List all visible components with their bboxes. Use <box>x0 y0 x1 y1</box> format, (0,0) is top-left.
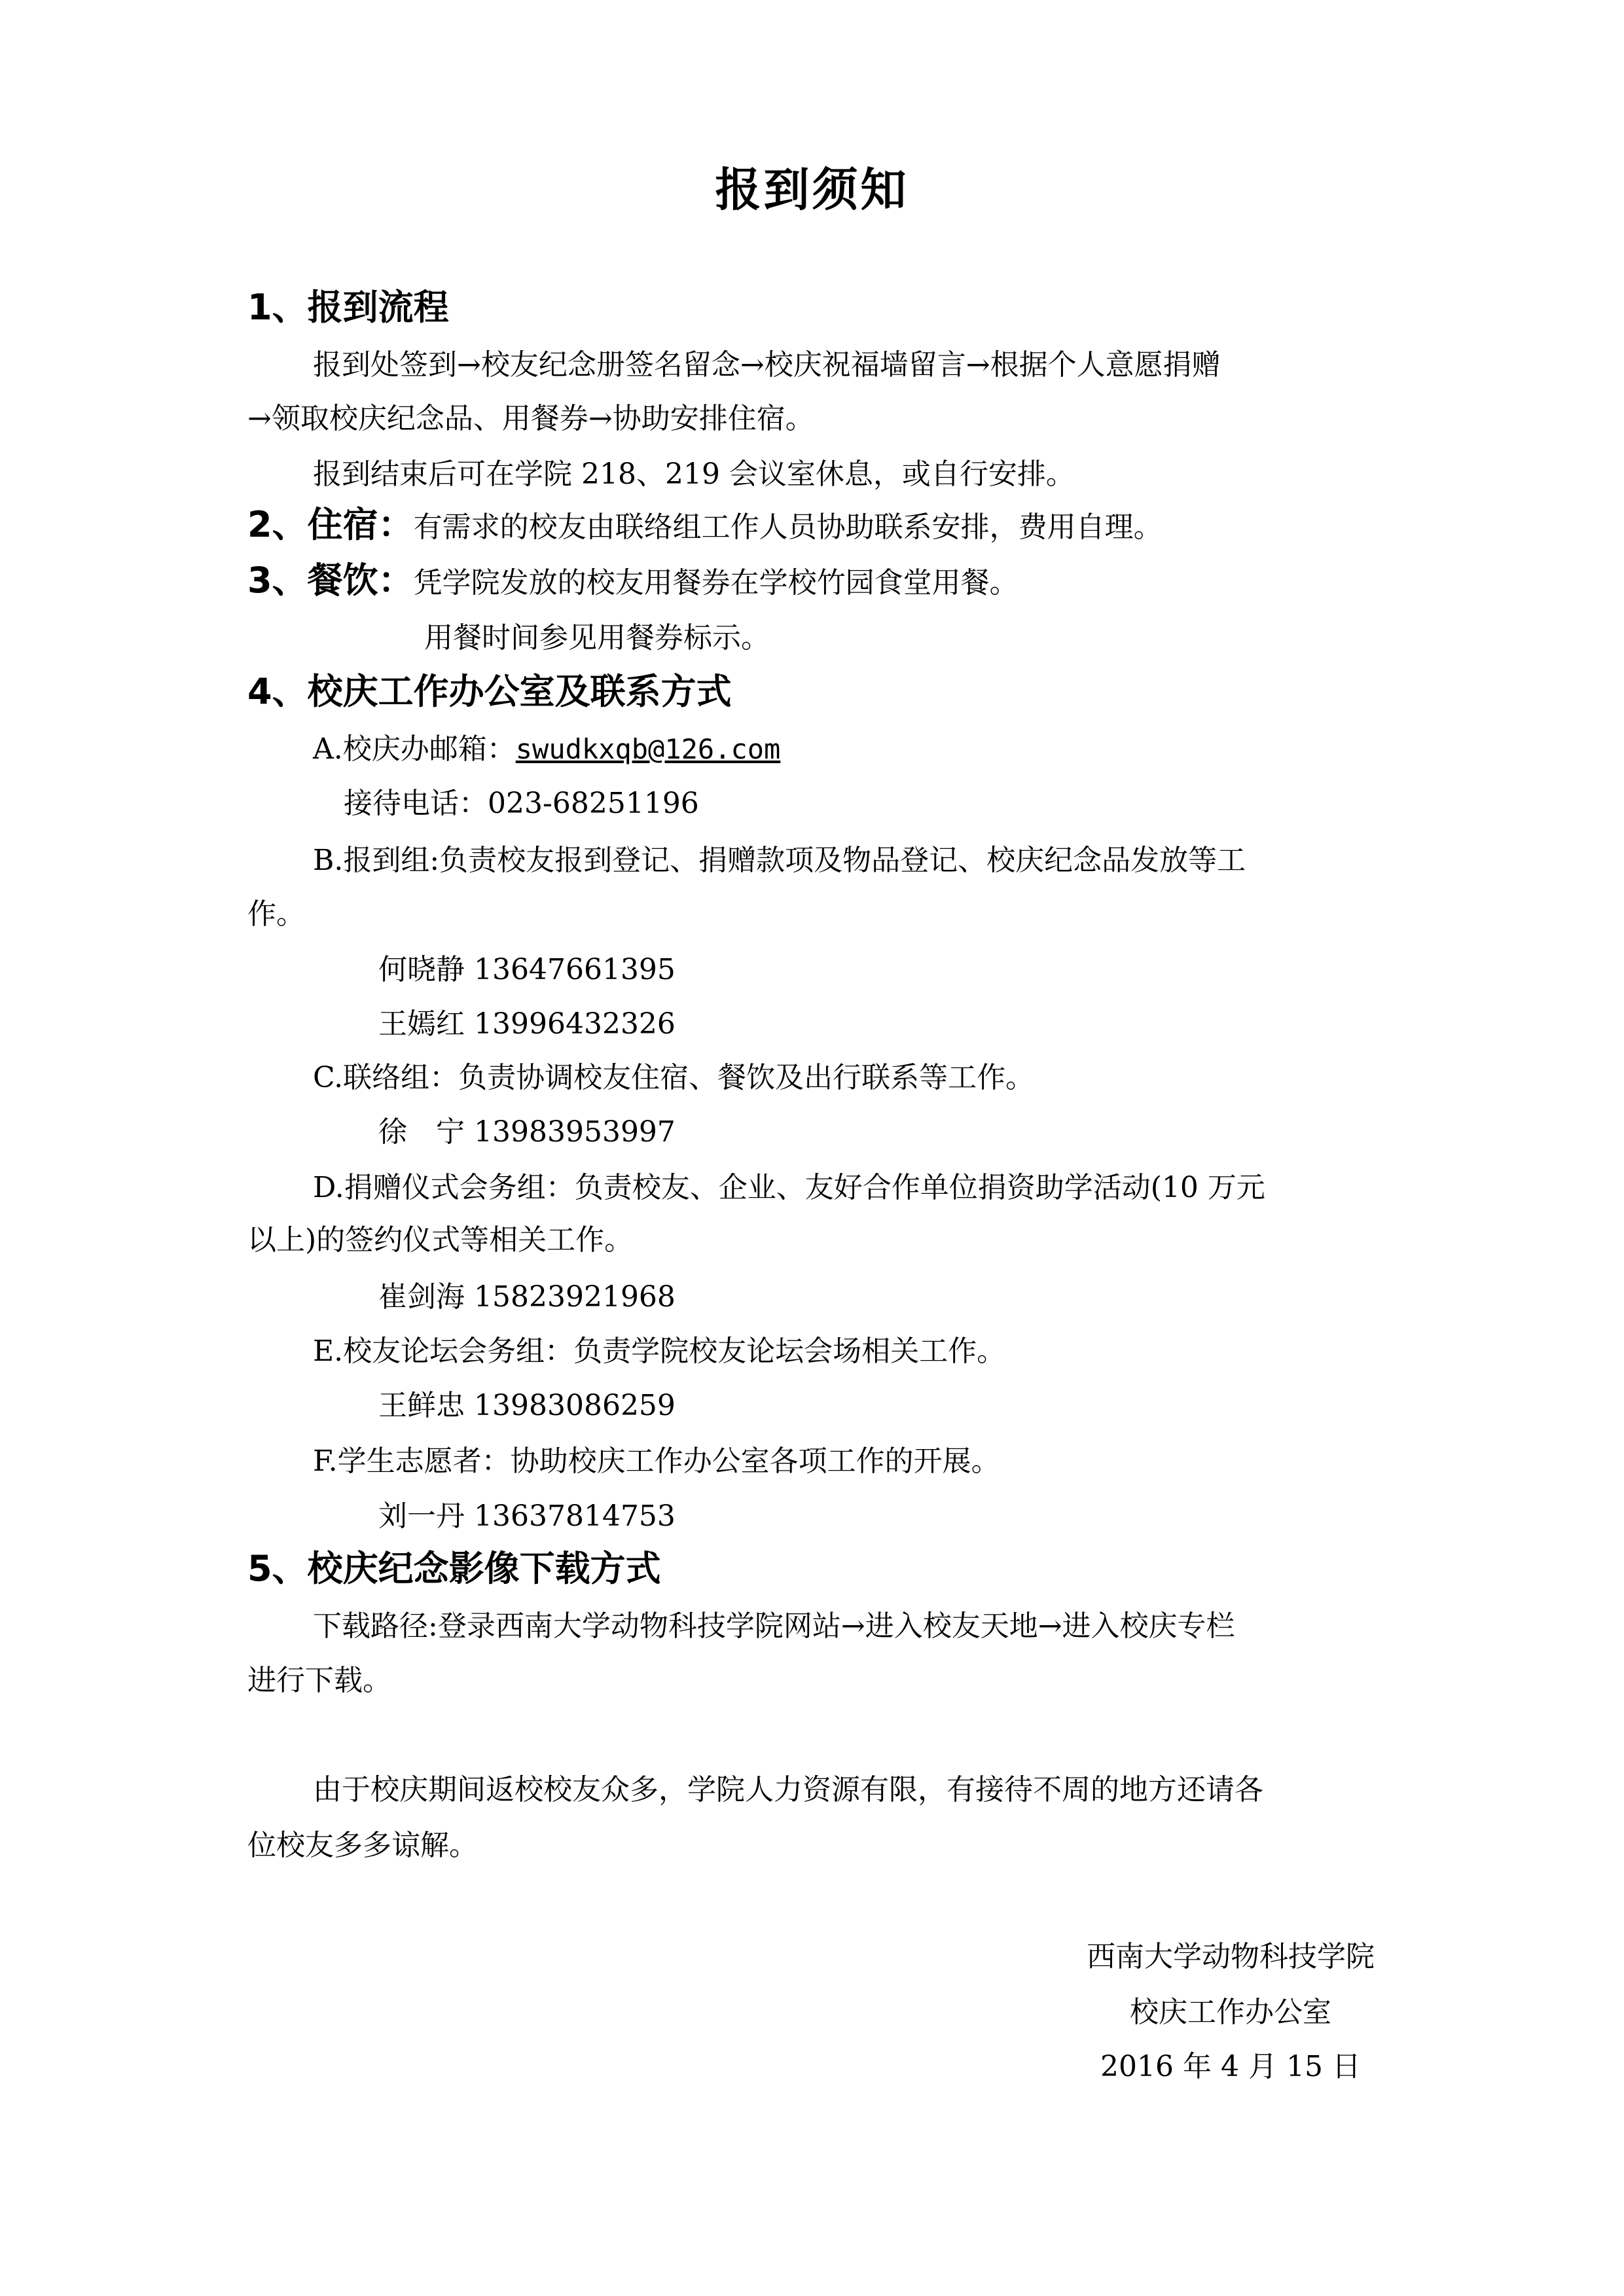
section4-e-text: E.校友论坛会务组：负责学院校友论坛会场相关工作。 <box>313 1335 1006 1368</box>
section1-paragraph1-line2: →领取校庆纪念品、用餐券→协助安排住宿。 <box>247 402 814 435</box>
section1-heading: 1、报到流程 <box>247 287 449 328</box>
section1-paragraph1-line1: 报到处签到→校友纪念册签名留念→校庆祝福墙留言→根据个人意愿捐赠 <box>313 348 1221 382</box>
section4-d-line2: 以上)的签约仪式等相关工作。 <box>247 1223 634 1257</box>
section5-heading: 5、校庆纪念影像下载方式 <box>247 1548 661 1589</box>
section2-line <box>247 505 1163 547</box>
signature-org: 西南大学动物科技学院 <box>1087 1940 1375 1973</box>
section4-c-text: C.联络组：负责协调校友住宿、餐饮及出行联系等工作。 <box>313 1061 1035 1094</box>
signature-office: 校庆工作办公室 <box>1130 1996 1331 2029</box>
section4-b-line2: 作。 <box>247 897 305 931</box>
section3-text: 凭学院发放的校友用餐券在学校竹园食堂用餐。 <box>413 566 1019 600</box>
section4-heading: 4、校庆工作办公室及联系方式 <box>247 671 732 712</box>
section1-paragraph2: 报到结束后可在学院 218、219 会议室休息，或自行安排。 <box>313 457 1075 491</box>
section4-b-line1: B.报到组:负责校友报到登记、捐赠款项及物品登记、校庆纪念品发放等工 <box>313 844 1246 877</box>
section4-c-contact1: 徐 宁 13983953997 <box>378 1115 676 1149</box>
section4-d-line1: D.捐赠仪式会务组：负责校友、企业、友好合作单位捐资助学活动(10 万元 <box>313 1171 1265 1204</box>
section4-b-contact1: 何晓静 13647661395 <box>378 953 676 986</box>
section4-d-contact1: 崔剑海 15823921968 <box>378 1280 676 1314</box>
section5-line1: 下载路径:登录西南大学动物科技学院网站→进入校友天地→进入校庆专栏 <box>313 1609 1235 1643</box>
section5-line2: 进行下载。 <box>247 1664 391 1697</box>
section3-note: 用餐时间参见用餐券标示。 <box>424 621 770 655</box>
section4-b-contact2: 王嫣红 13996432326 <box>378 1007 676 1041</box>
section2-text: 有需求的校友由联络组工作人员协助联系安排，费用自理。 <box>413 511 1163 544</box>
section4-a-phone: 接待电话：023-68251196 <box>344 787 699 820</box>
section3-lead: 3、餐饮： <box>247 560 414 601</box>
section4-a-label: A.校庆办邮箱： <box>313 732 516 766</box>
section4-f-contact1: 刘一丹 13637814753 <box>378 1499 676 1533</box>
signature-date: 2016 年 4 月 15 日 <box>1100 2050 1361 2083</box>
section4-f-text: F.学生志愿者：协助校庆工作办公室各项工作的开展。 <box>313 1444 1000 1478</box>
section2-lead: 2、住宿： <box>247 504 414 545</box>
section4-a-line <box>313 730 780 769</box>
section3-line <box>247 561 1019 603</box>
section4-e-contact1: 王鲜忠 13983086259 <box>378 1389 676 1422</box>
email-link[interactable]: swudkxqb@126.com <box>515 733 781 765</box>
closing-line1: 由于校庆期间返校校友众多，学院人力资源有限，有接待不周的地方还请各 <box>313 1773 1263 1806</box>
page-title: 报到须知 <box>715 163 909 217</box>
closing-line2: 位校友多多谅解。 <box>247 1829 478 1862</box>
